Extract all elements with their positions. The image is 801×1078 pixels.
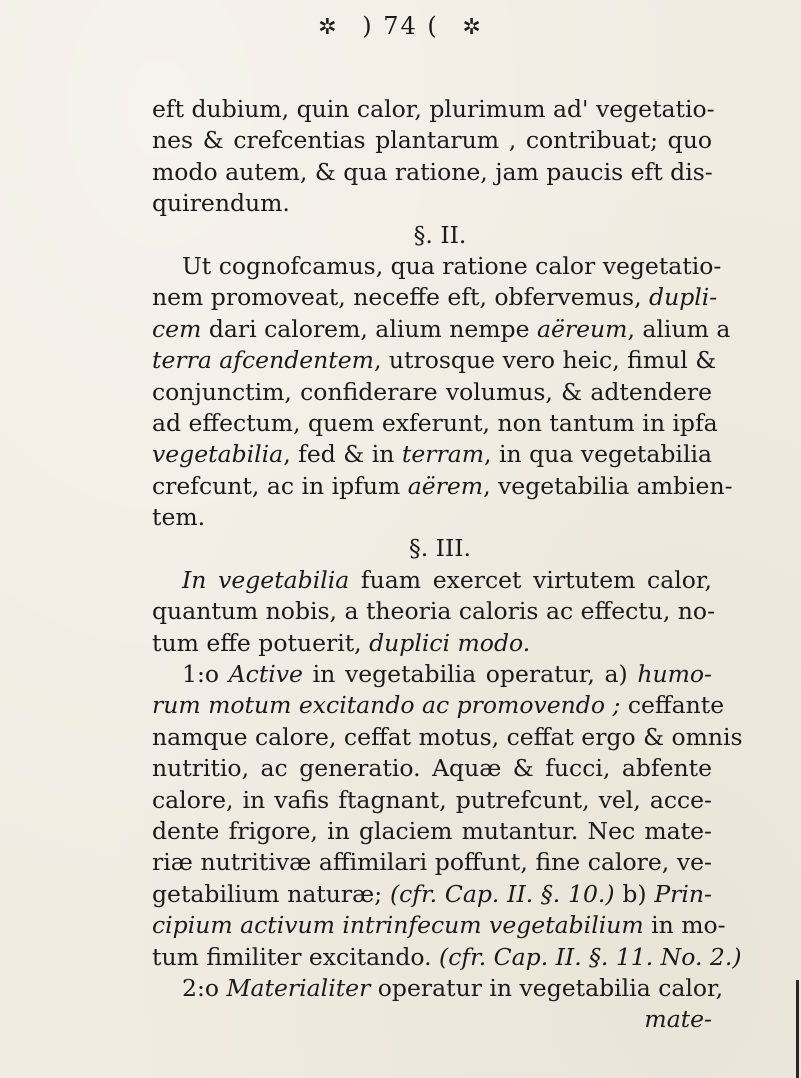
italic-text: Materialiter — [226, 973, 371, 1002]
text-run: tem. — [152, 503, 206, 532]
text-run: operatur in vegetabilia calor, — [370, 973, 724, 1002]
italic-text: terra afcendentem — [152, 346, 374, 375]
body-text — [152, 94, 743, 1036]
ornament-star-right-icon: ✲ — [462, 15, 483, 40]
text-run: 2:o — [182, 973, 227, 1002]
text-run: , in qua vegetabilia — [484, 440, 712, 469]
text-run: calore, in vafis ftagnant, putrefcunt, vel, acce- — [152, 785, 712, 814]
italic-text: Prin- — [654, 879, 712, 908]
text-run: §. II. — [413, 220, 467, 249]
section-heading — [152, 533, 712, 564]
text-run: quantum nobis, a theoria caloris ac effectu, no- — [152, 597, 716, 626]
italic-text: cem — [152, 314, 202, 343]
text-line — [152, 628, 712, 659]
text-line — [152, 377, 712, 408]
italic-text: aëreum — [536, 314, 628, 343]
text-run: , vegetabilia ambien- — [483, 471, 733, 500]
text-run: riæ nutritivæ affimilari poffunt, fine calore, ve- — [152, 848, 712, 877]
page-number: ) 74 ( — [362, 12, 439, 40]
italic-text: (cfr. Cap. II. §. 10.) — [389, 879, 615, 908]
text-run: ceffante — [620, 691, 725, 720]
text-run: Ut cognofcamus, qua ratione calor vegetatio- — [182, 251, 722, 280]
italic-text: aërem — [407, 471, 484, 500]
text-line — [152, 910, 726, 941]
text-line — [152, 345, 717, 376]
text-line — [152, 471, 733, 502]
text-line — [152, 690, 725, 721]
italic-text: humo- — [637, 660, 712, 689]
text-line — [152, 565, 712, 596]
text-run: tum effe potuerit, — [152, 628, 370, 657]
text-run: namque calore, ceffat motus, ceffat ergo & omnis — [152, 722, 743, 751]
text-run: dari calorem, alium nempe — [201, 314, 537, 343]
text-run: , fed & in — [283, 440, 402, 469]
text-run: eft dubium, quin calor, plurimum ad' vegetatio- — [152, 95, 715, 123]
text-run: modo autem, & qua ratione, jam paucis eft dis- — [152, 157, 713, 186]
italic-text: dupli- — [649, 283, 718, 312]
text-run: conjunctim, confiderare volumus, & adtendere — [152, 377, 712, 406]
text-run: dente frigore, in glaciem mutantur. Nec mate- — [152, 816, 712, 845]
text-line — [152, 439, 712, 470]
page-edge-shadow — [796, 980, 799, 1078]
text-run: ad effectum, quem exferunt, non tantum in ipfa — [152, 408, 718, 437]
italic-text: duplici modo. — [369, 628, 531, 657]
text-line — [152, 847, 712, 878]
italic-text: vegetabilia — [152, 440, 284, 469]
text-line — [152, 722, 743, 753]
text-line — [152, 157, 712, 188]
italic-text: terram — [401, 440, 484, 469]
text-line — [152, 408, 718, 439]
ornament-star-left-icon: ✲ — [318, 15, 339, 40]
page-header — [0, 12, 801, 40]
text-line — [152, 502, 712, 533]
italic-text: mate- — [644, 1005, 712, 1034]
text-run: crefcunt, ac in ipfum — [152, 471, 408, 500]
text-run: in mo- — [643, 911, 726, 940]
text-run: §. III. — [408, 534, 471, 563]
text-line — [152, 1004, 712, 1035]
text-line — [152, 251, 722, 282]
italic-text: (cfr. Cap. II. §. 11. No. 2.) — [439, 942, 742, 971]
text-line — [152, 596, 716, 627]
section-heading — [152, 220, 712, 251]
text-line — [152, 282, 718, 313]
text-line — [152, 659, 712, 690]
text-run: in vegetabilia operatur, a) — [302, 660, 638, 689]
text-run: 1:o — [182, 660, 229, 689]
text-line — [152, 879, 712, 910]
italic-text: Active — [228, 660, 303, 689]
text-line — [152, 785, 712, 816]
italic-text: rum motum excitando ac promovendo ; — [152, 691, 621, 720]
text-line — [152, 314, 731, 345]
text-run: getabilium naturæ; — [152, 879, 390, 908]
text-run: , alium a — [627, 314, 731, 343]
text-run: nutritio, ac generatio. Aquæ & fucci, abfente — [152, 754, 712, 783]
text-run: nes & crefcentias plantarum , contribuat; quo — [152, 126, 712, 155]
text-run: nem promoveat, neceffe eft, obfervemus, — [152, 283, 650, 312]
text-run: quirendum. — [152, 189, 290, 218]
italic-text: In vegetabilia — [182, 565, 350, 594]
text-run: , utrosque vero heic, fimul & — [373, 346, 717, 375]
text-run: fuam exercet virtutem calor, — [349, 565, 712, 594]
text-line — [152, 942, 742, 973]
text-line — [152, 188, 712, 219]
text-run: tum fimiliter excitando. — [152, 942, 440, 971]
text-line — [152, 125, 712, 156]
italic-text: cipium activum intrinfecum vegetabilium — [152, 911, 644, 940]
text-line — [152, 753, 712, 784]
text-run: b) — [614, 879, 655, 908]
text-line — [152, 973, 724, 1004]
text-line — [152, 816, 712, 847]
text-line — [152, 94, 715, 125]
